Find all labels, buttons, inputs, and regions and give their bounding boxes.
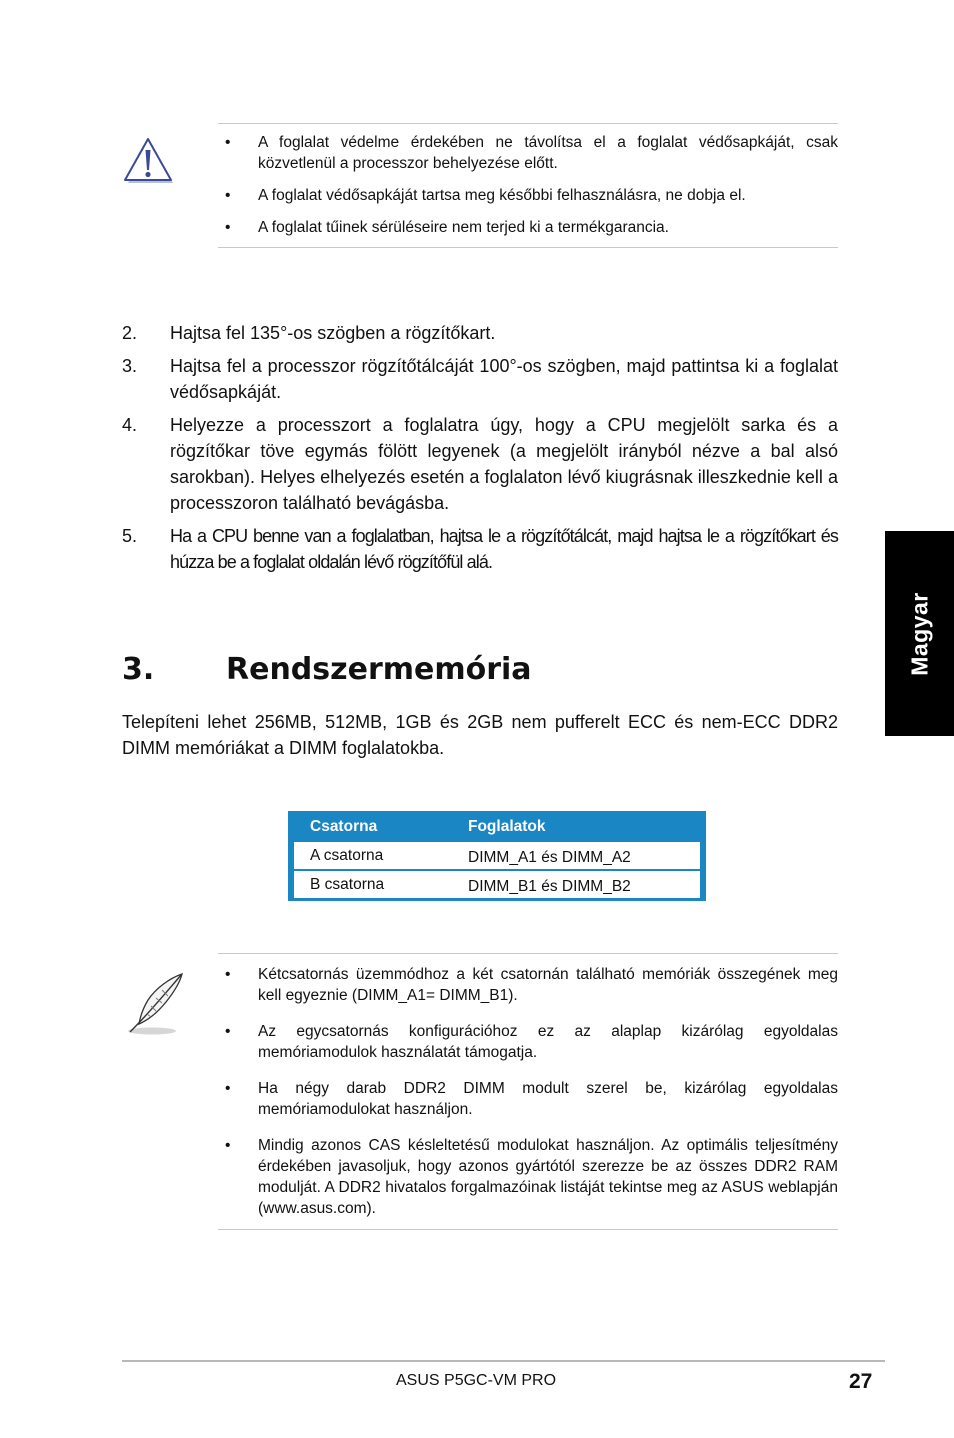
- section-title: Rendszermemória: [226, 652, 532, 687]
- language-side-tab: [885, 531, 954, 736]
- step-number: 2.: [122, 323, 138, 343]
- caution-list: [220, 132, 838, 238]
- table-header-cell: Foglalatok: [468, 818, 546, 835]
- step-number: 4.: [122, 415, 138, 435]
- table-cell: B csatorna: [310, 876, 385, 893]
- table-cell: A csatorna: [310, 847, 384, 864]
- table-header-cell: Csatorna: [310, 818, 378, 835]
- note-top-rule: [218, 953, 838, 954]
- caution-item-text: A foglalat tűinek sérüléseire nem terjed ki a termékgarancia.: [258, 219, 669, 236]
- caution-item-text: A foglalat védősapkáját tartsa meg későbbi felhasználásra, ne dobja el.: [258, 187, 746, 204]
- caution-item: [220, 185, 838, 206]
- section-intro: Telepíteni lehet 256MB, 512MB, 1GB és 2GB nem pufferelt ECC és nem-ECC DDR2 DIMM memóriákat a DIMM foglalatokba.: [122, 712, 838, 758]
- warning-triangle-icon: [122, 136, 176, 188]
- section-heading: [122, 652, 532, 687]
- bullet-dot: •: [225, 219, 231, 236]
- bullet-dot: •: [225, 187, 231, 204]
- note-item-text: Kétcsatornás üzemmódhoz a két csatornán található memóriák összegének meg kell egyeznie (DIMM_A1= DIMM_B1).: [258, 966, 838, 1004]
- step-number: 3.: [122, 356, 138, 376]
- language-label: Magyar: [906, 591, 932, 676]
- step-number: 5.: [122, 526, 138, 546]
- bullet-dot: •: [225, 134, 231, 151]
- bullet-dot: •: [225, 966, 231, 983]
- footer-product-name: ASUS P5GC-VM PRO: [396, 1372, 557, 1389]
- note-item-text: Az egycsatornás konfigurációhoz ez az alaplap kizárólag egyoldalas memóriamodulok használatát támogatja.: [258, 1023, 838, 1061]
- table-row: [294, 842, 700, 869]
- memory-channel-table: [288, 811, 706, 901]
- note-bottom-rule: [218, 1229, 838, 1230]
- step-text: Ha a CPU benne van a foglalatban, hajtsa le a rögzítőtálcát, majd hajtsa le a rögzítőkart és húzza be a foglalat oldalán lévő rögzítőfül alá.: [170, 526, 838, 572]
- step-text: Hajtsa fel a processzor rögzítőtálcáját 100°-os szögben, majd pattintsa ki a foglalat védősapkáját.: [170, 356, 838, 402]
- note-item-text: Mindig azonos CAS késleltetésű modulokat használjon. Az optimális teljesítmény érdekében javasoljuk, hogy azonos gyártótól szerezze be az összes DDR2 RAM modulját. A DDR2 hivatalos forgalmazóinak listáját tekintse meg az ASUS weblapján (www.asus.com).: [258, 1137, 838, 1217]
- step-text: Hajtsa fel 135°-os szögben a rögzítőkart.: [170, 323, 496, 343]
- table-cell: DIMM_A1 és DIMM_A2: [468, 849, 631, 866]
- step-item: [122, 320, 838, 346]
- note-item-text: Ha négy darab DDR2 DIMM modult szerel be, kizárólag egyoldalas memóriamodulokat használjon.: [258, 1080, 838, 1118]
- step-item: [122, 353, 838, 405]
- caution-item-text: A foglalat védelme érdekében ne távolítsa el a foglalat védősapkáját, csak közvetlenül a processzor behelyezése előtt.: [258, 134, 838, 172]
- note-list: [220, 964, 838, 1219]
- step-item: [122, 412, 838, 516]
- step-text: Helyezze a processzort a foglalatra úgy, hogy a CPU megjelölt sarka és a rögzítőkar töve egymás fölött legyenek (a megjelölt irányból nézve a bal alsó sarokban). Helyes elhelyezés esetén a foglalaton lévő kiugrásnak illeszkednie kell a processzoron található bevágásba.: [170, 415, 838, 513]
- bullet-dot: •: [225, 1137, 231, 1154]
- note-item: [220, 964, 838, 1006]
- caution-bottom-rule: [218, 247, 838, 248]
- note-item: [220, 1078, 838, 1120]
- caution-item: [220, 217, 838, 238]
- bullet-dot: •: [225, 1023, 231, 1040]
- table-header-row: [288, 811, 706, 841]
- table-cell: DIMM_B1 és DIMM_B2: [468, 878, 631, 895]
- installation-steps: [122, 320, 838, 582]
- caution-top-rule: [218, 123, 838, 124]
- caution-item: [220, 132, 838, 174]
- bullet-dot: •: [225, 1080, 231, 1097]
- section-number: 3.: [122, 652, 155, 687]
- table-row: [294, 871, 700, 898]
- step-item: [122, 523, 838, 575]
- footer-rule: [122, 1360, 885, 1362]
- feather-note-icon: [122, 970, 190, 1038]
- page-number: 27: [849, 1370, 873, 1393]
- note-item: [220, 1135, 838, 1219]
- note-item: [220, 1021, 838, 1063]
